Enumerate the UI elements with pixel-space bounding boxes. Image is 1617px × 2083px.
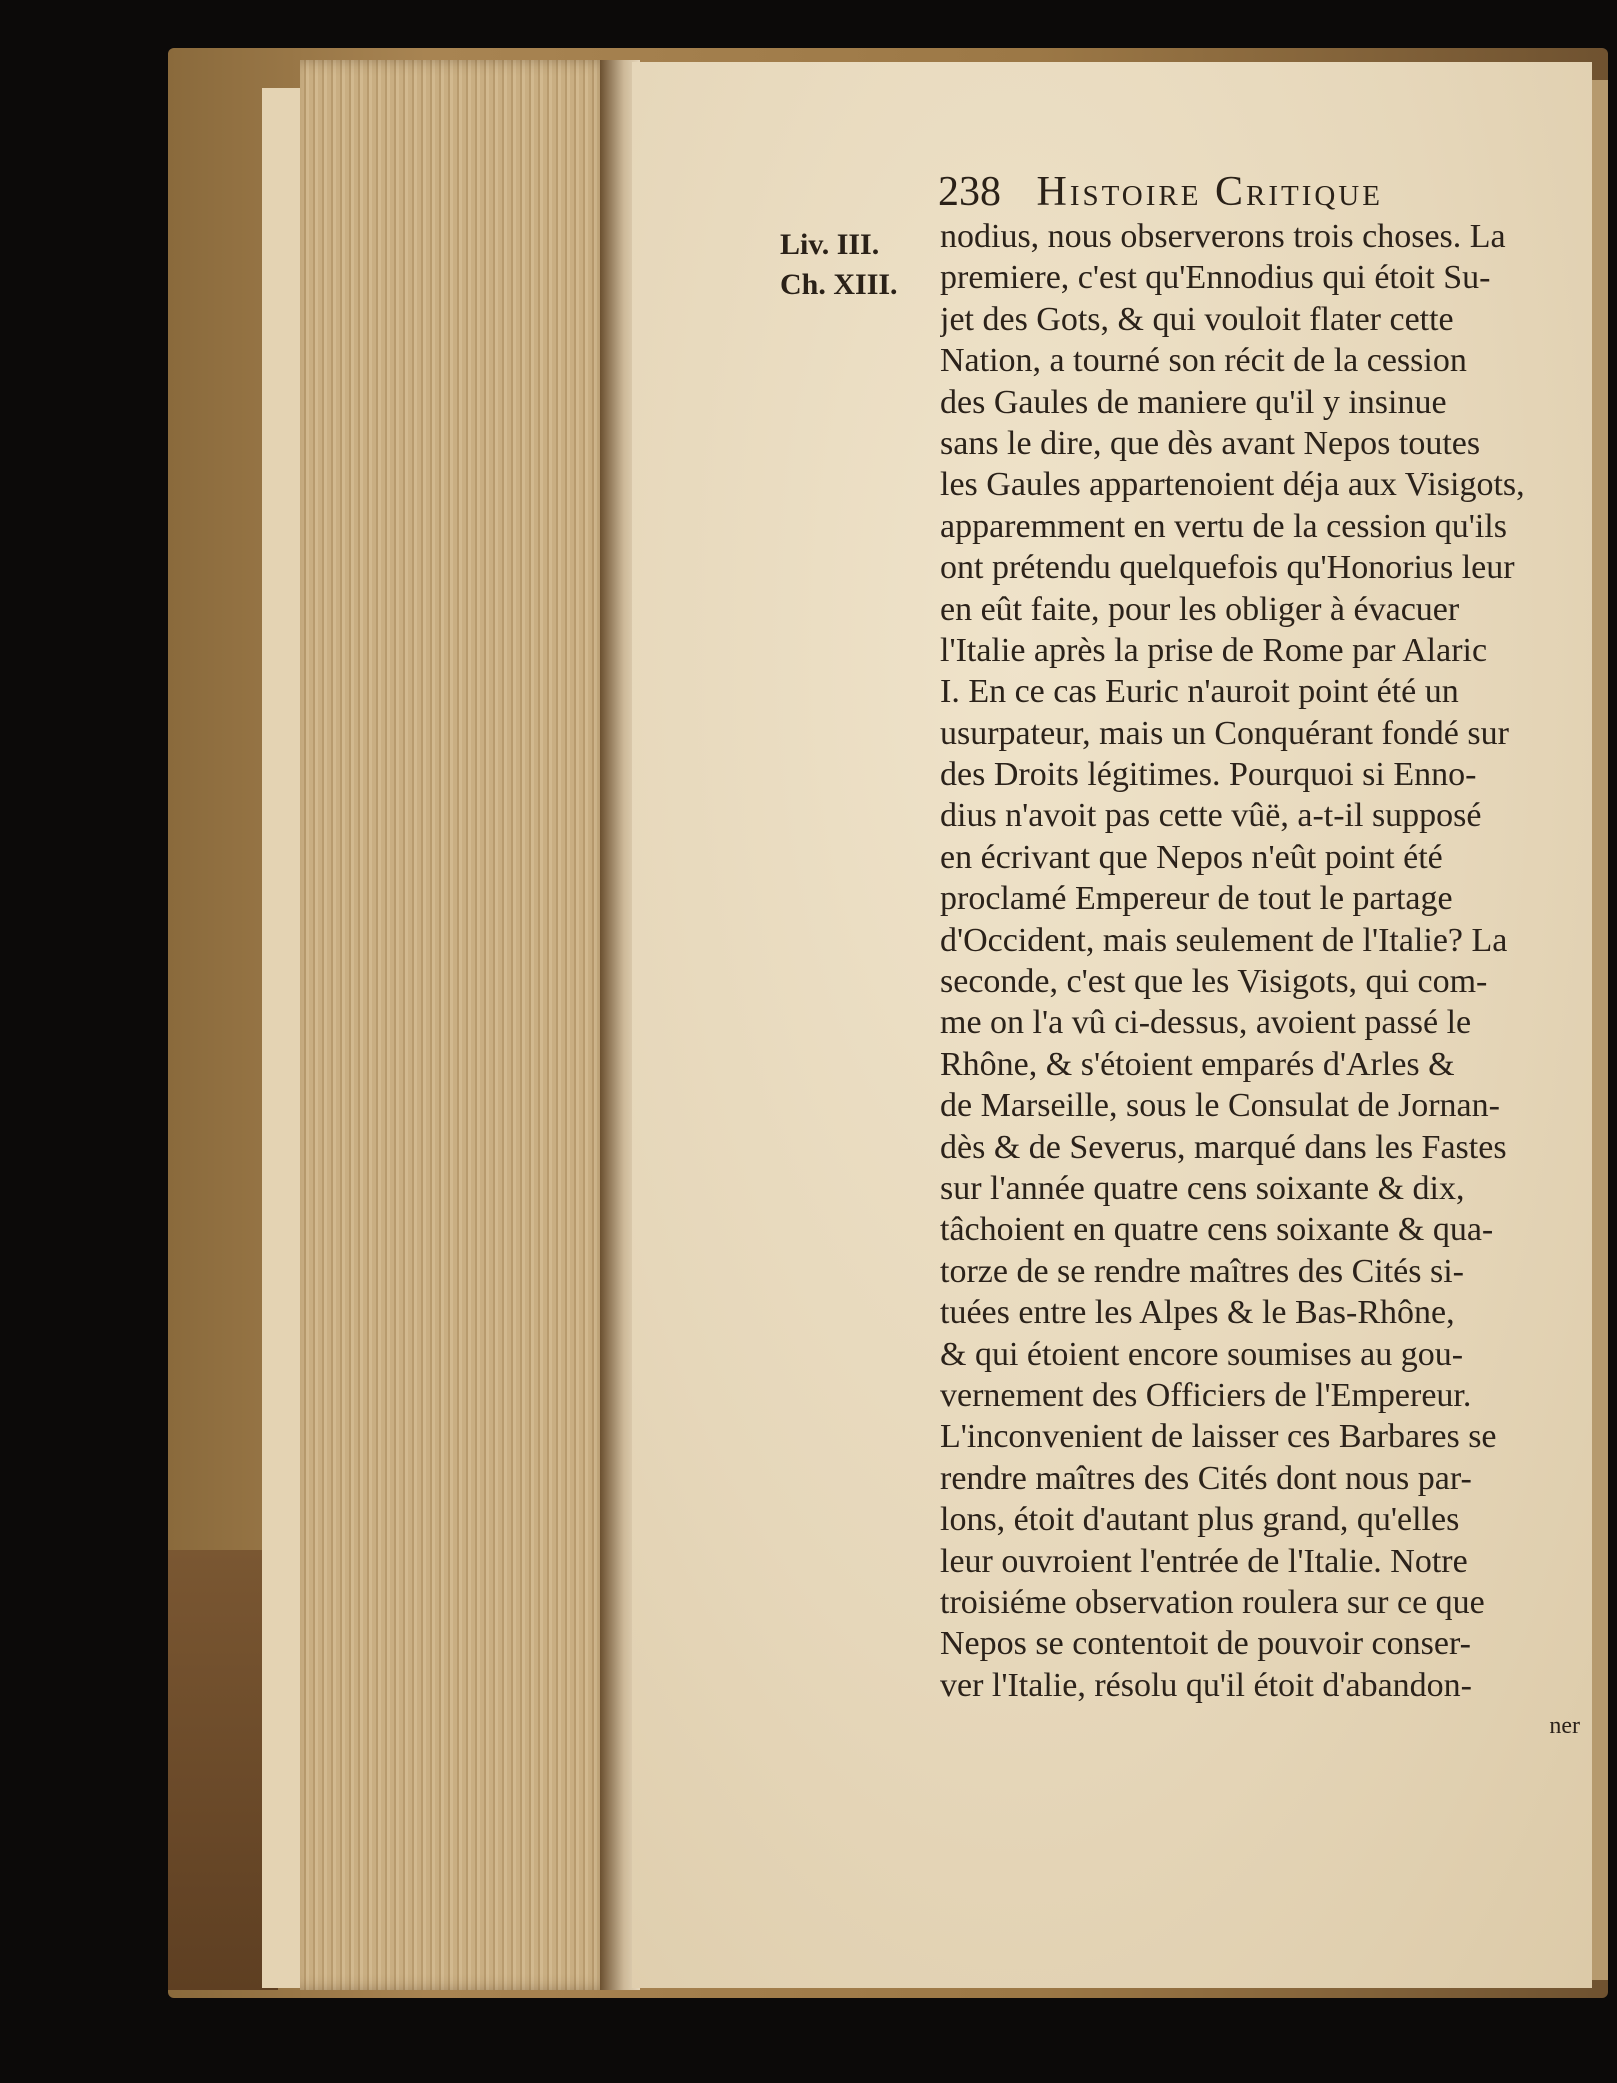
text-line: me on l'a vû ci-dessus, avoient passé le [940,1004,1472,1042]
text-line: en écrivant que Nepos n'eût point été [940,838,1443,876]
running-head [938,168,1578,218]
text-line: dius n'avoit pas cette vûë, a-t-il supposé [940,797,1482,835]
page-edges [300,60,612,1990]
text-line: Nation, a tourné son récit de la cession [940,342,1467,380]
text-line: vernement des Officiers de l'Empereur. [940,1376,1472,1414]
text-line: troisiéme observation roulera sur ce que [940,1583,1485,1621]
text-line: d'Occident, mais seulement de l'Italie? La [940,921,1508,959]
text-line: jet des Gots, & qui vouloit flater cette [940,300,1454,338]
text-line: sur l'année quatre cens soixante & dix, [940,1169,1465,1207]
text-line: ont prétendu quelquefois qu'Honorius leur [940,549,1515,587]
text-line: tâchoient en quatre cens soixante & qua- [940,1211,1494,1249]
text-line: sans le dire, que dès avant Nepos toutes [940,424,1481,462]
text-line: en eût faite, pour les obliger à évacuer [940,590,1460,628]
text-line: nodius, nous observerons trois choses. La [940,218,1506,255]
margin-note-book: Liv. III. [780,228,880,261]
text-line: lons, étoit d'autant plus grand, qu'elles [940,1501,1460,1539]
text-line: premiere, c'est qu'Ennodius qui étoit Su- [940,259,1491,297]
text-line: torze de se rendre maîtres des Cités si- [940,1252,1464,1290]
text-line: L'inconvenient de laisser ces Barbares se [940,1418,1497,1456]
text-line: tuées entre les Alpes & le Bas-Rhône, [940,1294,1455,1332]
next-page-edge [1592,80,1608,1980]
text-line: l'Italie après la prise de Rome par Alaric [940,631,1488,669]
text-line: seconde, c'est que les Visigots, qui com- [940,963,1488,1001]
text-line: usurpateur, mais un Conquérant fondé sur [940,714,1509,752]
text-line: proclamé Empereur de tout le partage [940,880,1453,918]
text-line: les Gaules appartenoient déja aux Visigots, [940,466,1525,504]
text-line: leur ouvroient l'entrée de l'Italie. Notre [940,1542,1468,1580]
text-line: Nepos se contentoit de pouvoir conser- [940,1625,1471,1663]
text-line: I. En ce cas Euric n'auroit point été un [940,673,1459,711]
text-line: rendre maîtres des Cités dont nous par- [940,1459,1472,1497]
text-line: ver l'Italie, résolu qu'il étoit d'abandon- [940,1666,1472,1704]
text-line: Rhône, & s'étoient emparés d'Arles & [940,1045,1455,1083]
text-line: apparemment en vertu de la cession qu'ils [940,507,1507,545]
text-line: & qui étoient encore soumises au gou- [940,1335,1464,1373]
page-text [940,216,1580,1747]
text-line: dès & de Severus, marqué dans les Fastes [940,1128,1507,1166]
text-line: des Droits légitimes. Pourquoi si Enno- [940,756,1477,794]
margin-note-chapter: Ch. XIII. [780,268,898,301]
text-line: des Gaules de maniere qu'il y insinue [940,383,1447,421]
page-number: 238 [938,169,1001,215]
text-line: ner [1549,1713,1580,1740]
running-title: Histoire Critique [1036,169,1383,215]
text-line: de Marseille, sous le Consulat de Jornan- [940,1087,1500,1125]
